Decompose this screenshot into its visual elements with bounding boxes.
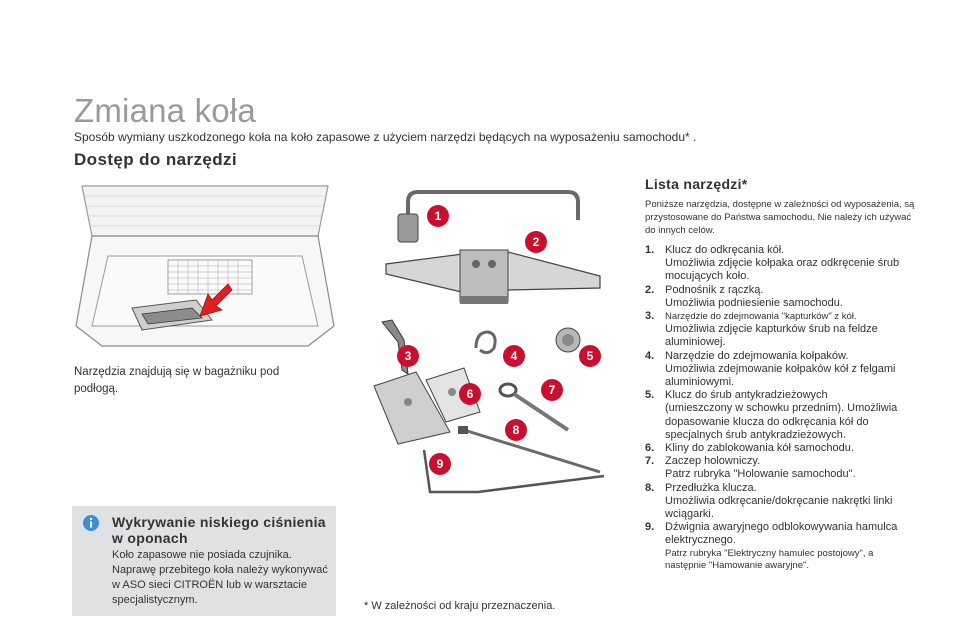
info-icon	[82, 514, 100, 532]
tool-number: 9.	[645, 521, 655, 534]
svg-text:8: 8	[512, 423, 520, 437]
tools-list-heading: Lista narzędzi*	[645, 176, 748, 192]
footnote: * W zależności od kraju przeznaczenia.	[364, 600, 556, 612]
callout-2	[525, 231, 547, 253]
callout-9	[429, 453, 451, 475]
tool-item	[645, 350, 917, 390]
callout-1	[427, 205, 449, 227]
info-text: Koło zapasowe nie posiada czujnika. Naprawę przebitego koła należy wykonywać w ASO sieci CITROËN lub w warsztacie specjalistycznym.	[112, 549, 328, 606]
tool-title: Narzędzie do zdejmowania "kapturków" z kół.	[665, 311, 857, 323]
svg-text:7: 7	[548, 383, 556, 397]
info-title: Wykrywanie niskiego ciśnienia w oponach	[112, 514, 326, 546]
svg-text:5: 5	[586, 349, 594, 363]
info-box	[72, 506, 336, 616]
trunk-illustration	[72, 176, 338, 356]
tool-item	[645, 284, 917, 310]
tool-item	[645, 455, 917, 481]
tool-number: 8.	[645, 481, 655, 494]
tool-description: Umożliwia odkręcanie/dokręcanie nakrętki linki wciągarki.	[665, 494, 893, 521]
tool-description: (umieszczony w schowku przednim). Umożliwia dopasowanie klucza do odkręcania kół do specjalnych śrub antykradzieżowych.	[665, 402, 898, 441]
svg-text:9: 9	[436, 457, 444, 471]
callout-7	[541, 379, 563, 401]
tool-title: Klucz do odkręcania kół.	[665, 244, 785, 256]
tool-number: 5.	[645, 389, 655, 402]
svg-text:1: 1	[434, 209, 442, 223]
tool-item	[645, 244, 917, 284]
tool-number: 3.	[645, 310, 655, 323]
tool-title: Przedłużka klucza.	[665, 481, 757, 494]
tool-item	[645, 310, 917, 350]
tool-description: Umożliwia zdejmowanie kołpaków kół z felgami aluminiowymi.	[665, 362, 896, 389]
location-text: Narzędzia znajdują się w bagażniku pod podłogą.	[74, 366, 280, 395]
tool-item	[645, 389, 917, 442]
tool-description: Patrz rubryka "Elektryczny hamulec postojowy", a następnie "Hamowanie awaryjne".	[665, 547, 874, 572]
callout-6	[459, 383, 481, 405]
tool-number: 1.	[645, 244, 655, 256]
tool-description: Umożliwia zdjęcie kapturków śrub na feldze aluminiowej.	[665, 323, 878, 349]
tool-item	[645, 442, 917, 455]
svg-text:6: 6	[466, 387, 474, 401]
tool-item	[645, 482, 917, 522]
svg-text:3: 3	[404, 349, 412, 363]
tool-number: 4.	[645, 349, 655, 362]
svg-text:2: 2	[532, 235, 540, 249]
page-subtitle: Sposób wymiany uszkodzonego koła na koło zapasowe z użyciem narzędzi będących na wyposażeniu samochodu* .	[74, 130, 697, 144]
tool-title: Zaczep holowniczy.	[665, 455, 761, 468]
svg-text:4: 4	[510, 349, 518, 363]
tool-number: 2.	[645, 283, 655, 296]
tool-title: Kliny do zablokowania kół samochodu.	[665, 442, 854, 455]
tool-number: 7.	[645, 455, 655, 468]
tool-title: Klucz do śrub antykradzieżowych	[665, 389, 828, 402]
callout-4	[503, 345, 525, 367]
page-title: Zmiana koła	[74, 92, 256, 129]
tool-title: Podnośnik z rączką.	[665, 283, 764, 296]
tool-description: Patrz rubryka "Holowanie samochodu".	[665, 468, 856, 481]
tools-illustration	[368, 172, 630, 592]
callout-5	[579, 345, 601, 367]
tool-number: 6.	[645, 442, 655, 455]
callout-8	[505, 419, 527, 441]
tools-list-intro: Poniższe narzędzia, dostępne w zależności od wyposażenia, są przystosowane do Państwa samochodu. Nie należy ich używać do innych celów.	[645, 199, 915, 236]
callout-3	[397, 345, 419, 367]
tool-title: Narzędzie do zdejmowania kołpaków.	[665, 349, 849, 362]
tool-item	[645, 521, 917, 572]
tool-description: Umożliwia podniesienie samochodu.	[665, 296, 843, 309]
tool-title: Dźwignia awaryjnego odblokowywania hamulca elektrycznego.	[665, 521, 898, 547]
tools-list	[645, 244, 917, 572]
tool-description: Umożliwia zdjęcie kołpaka oraz odkręcenie śrub mocujących koło.	[665, 257, 900, 283]
section-heading: Dostęp do narzędzi	[74, 150, 238, 169]
